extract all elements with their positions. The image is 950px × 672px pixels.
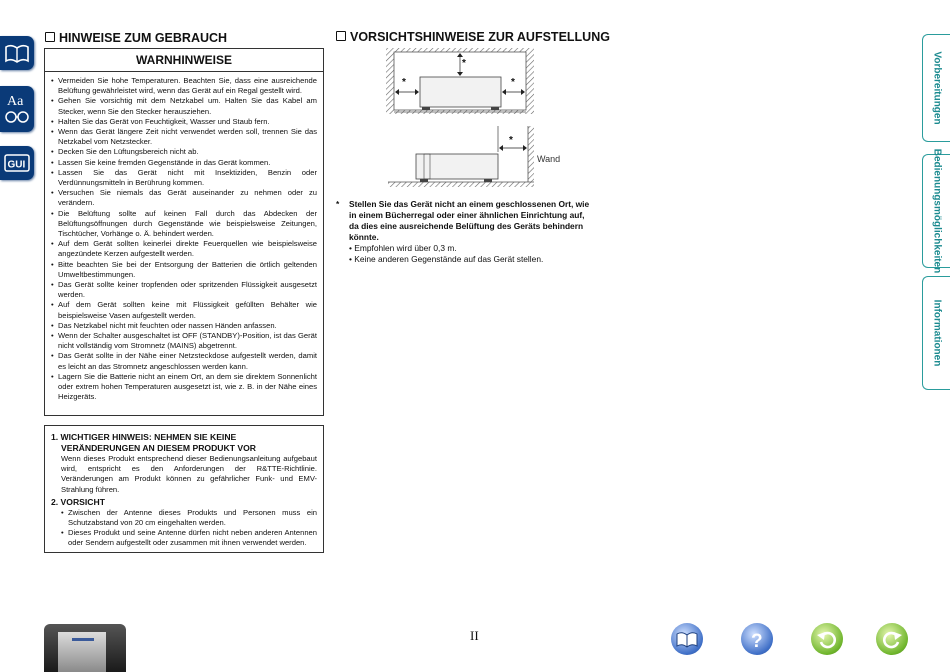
tab-label: Informationen	[931, 299, 943, 367]
note-line: da dies eine ausreichende Belüftung des Geräts behindern	[349, 221, 584, 231]
device-image	[58, 632, 106, 672]
tab-bedienungsmoeglichkeiten[interactable]	[922, 148, 950, 274]
list-item: • Versuchen Sie niemals das Gerät auseinander zu nehmen oder zu verändern.	[51, 188, 317, 208]
book-icon	[671, 623, 703, 655]
notice1-title-cont: VERÄNDERUNGEN AN DIESEM PRODUKT VOR	[61, 443, 256, 453]
list-item: • Auf dem Gerät sollten keinerlei direkte Feuerquellen wie beispielsweise angezündete Kerzen aufgestellt werden.	[51, 239, 317, 259]
contents-button[interactable]	[671, 623, 703, 655]
svg-text:?: ?	[751, 631, 763, 652]
tab-gui[interactable]	[0, 146, 34, 180]
gui-icon	[3, 149, 31, 177]
list-item: • Decken Sie den Lüftungsbereich nicht ab.	[51, 147, 317, 157]
checkbox-bullet-icon	[45, 32, 55, 42]
note-line: Stellen Sie das Gerät nicht an einem geschlossenen Ort, wie	[349, 199, 590, 209]
list-item: • Dieses Produkt und seine Antenne dürfen nicht neben anderen Antennen oder Sendern aufgestellt oder zusammen mit ihnen verwendet werden.	[61, 528, 317, 548]
font-size-icon	[3, 89, 31, 131]
warnings-list	[45, 72, 323, 403]
note-line: könnte.	[349, 232, 379, 242]
clearance-star-wall: *	[509, 135, 513, 146]
list-item: • Gehen Sie vorsichtig mit dem Netzkabel um. Halten Sie das Kabel am Stecker, wenn Sie den Stecker herausziehen.	[51, 96, 317, 116]
help-button[interactable]	[741, 623, 773, 655]
heading-text: VORSICHTSHINWEISE ZUR AUFSTELLUNG	[350, 30, 610, 44]
note-bullet: • Empfohlen wird über 0,3 m.	[349, 243, 457, 253]
help-icon	[741, 623, 773, 655]
list-item: • Wenn das Gerät längere Zeit nicht verwendet werden soll, trennen Sie das Netzkabel vom Netzstecker.	[51, 127, 317, 147]
note-line: in einem Bücherregal oder einer ähnlichen Einrichtung auf,	[349, 210, 585, 220]
tab-contents-book[interactable]	[0, 36, 34, 70]
list-item: • Das Gerät sollte keiner tropfenden oder spritzenden Flüssigkeit ausgesetzt werden.	[51, 280, 317, 300]
tab-label: Vorbereitungen	[931, 51, 943, 125]
notice2-list	[51, 508, 317, 549]
notice1-title: 1. WICHTIGER HINWEIS: NEHMEN SIE KEINE	[51, 432, 237, 442]
list-item: • Vermeiden Sie hohe Temperaturen. Beachten Sie, dass eine ausreichende Belüftung gewährleistet wird, wenn das Gerät auf ein Regal gestellt wird.	[51, 76, 317, 96]
list-item: • Zwischen der Antenne dieses Produkts und Personen muss ein Schutzabstand von 20 cm eingehalten werden.	[61, 508, 317, 528]
bullet-text: Keine anderen Gegenstände auf das Gerät stellen.	[354, 254, 544, 264]
book-icon	[3, 39, 31, 67]
notice1-text: Wenn dieses Produkt entsprechend dieser Bedienungsanleitung aufgebaut wird, entspricht es den Anforderungen der R&TTE-Richtlinie. Veränderungen am Produkt können zu gefährlicher Funk- und EMV-Strahlung führen.	[61, 454, 317, 494]
list-item: • Bitte beachten Sie bei der Entsorgung der Batterien die örtlich geltenden Umweltbestimmungen.	[51, 260, 317, 280]
svg-text:Aa: Aa	[7, 94, 24, 109]
notice2-title: 2. VORSICHT	[51, 496, 105, 507]
heading-text: HINWEISE ZUM GEBRAUCH	[59, 31, 228, 45]
forward-button[interactable]	[876, 623, 908, 655]
checkbox-bullet-icon	[336, 31, 346, 41]
placement-note	[336, 199, 614, 265]
regulatory-notice-box	[44, 425, 324, 553]
list-item: • Lagern Sie die Batterie nicht an einem Ort, an dem sie direktem Sonnenlicht oder extrem hohen Temperaturen ausgesetzt ist, wie z. B. in der Nähe eines Heizgeräts.	[51, 372, 317, 403]
tab-index-font[interactable]	[0, 86, 34, 132]
section-heading-placement	[336, 30, 610, 44]
list-item: • Auf dem Gerät sollten keine mit Flüssigkeit gefüllten Behälter wie beispielsweise Vasen aufgestellt werden.	[51, 300, 317, 320]
page-number: II	[470, 628, 479, 643]
tab-label: Bedienungsmöglichkeiten	[931, 148, 943, 274]
list-item: • Lassen Sie keine fremden Gegenstände in das Gerät kommen.	[51, 158, 317, 168]
list-item: • Wenn der Schalter ausgeschaltet ist OFF (STANDBY)-Position, ist das Gerät nicht vollständig vom Stromnetz (MAINS) abgetrennt.	[51, 331, 317, 351]
back-button[interactable]	[811, 623, 843, 655]
list-item: • Die Belüftung sollte auf keinen Fall durch das Abdecken der Belüftungsöffnungen durch Gegenstände wie beispielsweise Zeitungen, Tischtücher, Vorhänge o. Ä. behindert werden.	[51, 209, 317, 240]
tab-vorbereitungen[interactable]	[922, 34, 950, 142]
section-heading-usage	[45, 31, 227, 45]
note-bullet: • Keine anderen Gegenstände auf das Gerät stellen.	[349, 254, 544, 264]
list-item: • Das Gerät sollte in der Nähe einer Netzsteckdose aufgestellt werden, damit es leicht an das Stromnetz angeschlossen werden kann.	[51, 351, 317, 371]
forward-icon	[876, 623, 908, 655]
clearance-star-right: *	[511, 77, 515, 88]
clearance-star-top: *	[462, 58, 466, 69]
product-thumbnail	[44, 624, 126, 672]
warnings-title: WARNHINWEISE	[45, 49, 323, 72]
bullet-text: Empfohlen wird über 0,3 m.	[354, 243, 457, 253]
list-item: • Lassen Sie das Gerät nicht mit Insektiziden, Benzin oder Verdünnungsmitteln in Berührung kommen.	[51, 168, 317, 188]
clearance-star-left: *	[402, 77, 406, 88]
svg-text:GUI: GUI	[7, 159, 26, 171]
list-item: • Das Netzkabel nicht mit feuchten oder nassen Händen anfassen.	[51, 321, 317, 331]
placement-diagram	[380, 44, 570, 194]
wall-label: Wand	[537, 154, 561, 164]
tab-informationen[interactable]	[922, 276, 950, 390]
list-item: • Halten Sie das Gerät von Feuchtigkeit, Wasser und Staub fern.	[51, 117, 317, 127]
note-star: *	[336, 199, 340, 209]
warnings-box	[44, 48, 324, 416]
back-icon	[811, 623, 843, 655]
